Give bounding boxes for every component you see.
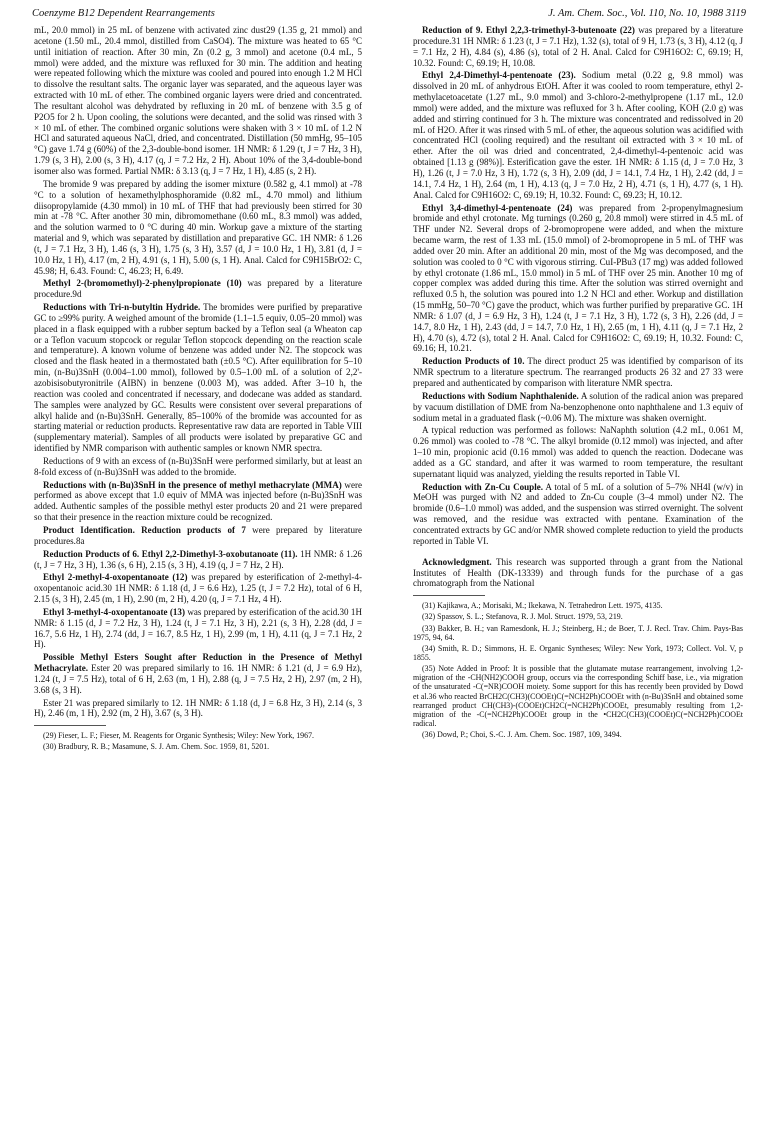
paragraph: The bromide 9 was prepared by adding the isomer mixture (0.582 g, 4.1 mmol) at -78 °C to a solution of hexamethylphosphoramide (0.82 mL, 4.70 mmol) and lithium diisopropylamide (4.30 mmol) in 10 mL of THF that had previously been stirred for 30 min at -78 °C. After another 30 min, dibromomethane (0.60 mL, 8.3 mmol) was added, and the solution warmed to 0 °C during 40 min. Workup gave a mixture of the starting material and 9, which was separated by distillation and preparative GC. 1H NMR: δ 1.26 (t, J = 7.1 Hz, 3 H), 1.46 (s, 3 H), 1.75 (s, 3 H), 3.57 (d, J = 10.0 Hz, 1 H), 3.81 (d, J = 10.0 Hz, 1 H), 4.17 (m, 2 H), 4.91 (s, 1 H), 5.00 (s, 1 H). Anal. Calcd for C9H15BrO2: C, 45.98; H, 6.43. Found: C, 46.23; H, 6.49. <box>34 178 362 276</box>
footnote: (35) Note Added in Proof: It is possible that the glutamate mutase rearrangement, involving 1,2-migration of the -CH(NH2)COOH group, occurs via the corresponding Schiff base, i.e., via migration of the unsaturated -C(=NR)COOH moiety. Some support for this has recently been provided by Dowd et al.36 who reacted BrCH2C(CH3)(COOEt)C(=NCH2Ph)COOEt with (n-Bu)3SnH and obtained some rearranged product CH(CH3)-(COOEt)CH2C(=NCH2Ph)COOEt, presumably resulting from 1,2-migration of the -C(=NCH2Ph)COOEt group in the •CH2C(CH3)(COOEt)C(=NCH2Ph)COOEt radical. <box>413 664 743 729</box>
paragraph: Reduction of 9. Ethyl 2,2,3-trimethyl-3-butenoate (22) was prepared by a literature procedure.31 1H NMR: δ 1.23 (t, J = 7.1 Hz), 1.32 (s), total of 9 H, 1.73 (s, 3 H), 4.12 (q, J = 7.1 Hz, 2 H), 4.84 (s), 4.86 (s), total of 2 H. Anal. Calcd for C9H16O2: C, 69.19; H, 10.32. Found: C, 69.19; H, 10.08. <box>413 25 743 68</box>
footnote: (33) Bakker, B. H.; van Ramesdonk, H. J.; Steinberg, H.; de Boer, T. J. Recl. Trav. Chim. Pays-Bas 1975, 94, 64. <box>413 623 743 642</box>
paragraph: Reduction Products of 6. Ethyl 2,2-Dimethyl-3-oxobutanoate (11). 1H NMR: δ 1.26 (t, J = 7 Hz, 3 H), 1.36 (s, 6 H), 2.15 (s, 3 H), 4.19 (q, J = 7 Hz, 2 H). <box>34 548 362 570</box>
paragraph: Ethyl 3-methyl-4-oxopentanoate (13) was prepared by esterification of the acid.30 1H NMR: δ 1.15 (d, J = 7.2 Hz, 3 H), 1.24 (t, J = 7.1 Hz, 3 H), 2.21 (s, 3 H), 2.28 (dd, J = 16.7, 5.6 Hz, 1 H), 2.74 (dd, J = 16.7, 8.5 Hz, 1 H), 2.99 (m, 1 H), 4.11 (q, J = 7.1 Hz, 2 H). <box>34 606 362 650</box>
header-right: J. Am. Chem. Soc., Vol. 110, No. 10, 1988 3119 <box>548 8 746 19</box>
footnote: (30) Bradbury, R. B.; Masamune, S. J. Am. Chem. Soc. 1959, 81, 5201. <box>43 742 270 752</box>
paragraph: A typical reduction was performed as follows: NaNaphth solution (4.2 mL, 0.061 M, 0.26 mmol) was cooled to -78 °C. The alkyl bromide (0.12 mmol) was injected, and after 1–10 min, propionic acid (0.16 mmol) was added to quench the reaction. Dodecane was added as a GC standard, and after it was warmed to room temperature, the resultant supernatant liquid was analyzed, yielding the results reported in Table VI. <box>413 425 743 479</box>
paragraph: Ethyl 2-methyl-4-oxopentanoate (12) was prepared by esterification of 2-methyl-4-oxopentanoic acid.30 1H NMR: δ 1.18 (d, J = 6.6 Hz), 1.25 (t, J = 7.2 Hz), total of 6 H, 2.15 (s, 3 H), 2.45 (m, 1 H), 2.90 (m, 2 H), 4.20 (q, J = 7.1 Hz, 4 H). <box>34 572 362 605</box>
footnote: (29) Fieser, L. F.; Fieser, M. Reagents for Organic Synthesis; Wiley: New York, 1967. <box>43 731 314 741</box>
paragraph: Ethyl 3,4-dimethyl-4-pentenoate (24) was prepared from 2-propenylmagnesium bromide and ethyl crotonate. Mg turnings (0.260 g, 20.8 mmol) were stirred in 4.5 mL of THF under N2. Several drops of 2-bromopropene were added, and when the mixture became warm, the rest of 1.33 mL (15.0 mmol) of 2-bromopropene in 5 mL of THF was added over 20 min. After an additional 20 min, most of the Mg was decomposed, and the solution was cooled to 0 °C with vigorous stirring. CuI-PBu3 (17 mg) was added followed by ethyl crotonate (1.86 mL, 15.0 mmol) in 5 mL of THF over 25 min. Another 10 mg of copper complex was added during this time. After the solution was stirred overnight and refluxed 0.5 h, the solution was poured into 1.2 N HCl and ether. Workup and distillation (15 mmHg, 50–70 °C) gave the product, which was further purified by preparative GC. 1H NMR: δ 1.07 (d, J = 6.9 Hz, 3 H), 1.24 (t, J = 7.1 Hz, 3 H), 1.72 (s, 3 H), 2.26 (dd, J = 14.7, 8.0 Hz, 1 H), 2.43 (dd, J = 14.7, 7.0 Hz, 1 H), 2.65 (m, 1 H), 4.11 (q, J = 7.1 Hz, 2 H), 4.70 (s), 4.72 (s), total 2 H. Anal. Calcd for C9H16O2: C, 69.19; H, 10.32. Found: C, 69.16; H, 10.21. <box>413 202 743 354</box>
paragraph: Possible Methyl Esters Sought after Reduction in the Presence of Methyl Methacrylate. Ester 20 was prepared similarly to 16. 1H NMR: δ 1.21 (d, J = 6.9 Hz), 1.24 (t, J = 7.5 Hz), total of 6 H, 2.63 (m, 1 H), 2.88 (q, J = 7.5 Hz, 2 H), 2.97 (m, 2 H), 3.68 (s, 3 H). <box>34 652 362 695</box>
paragraph: Reductions of 9 with an excess of (n-Bu)3SnH were performed similarly, but at least an 8-fold excess of (n-Bu)3SnH was added to the bromide. <box>34 455 362 477</box>
paragraph: Reductions with Sodium Naphthalenide. A solution of the radical anion was prepared by vacuum distillation of DME from Na-benzophenone onto naphthalene and 1.3 equiv of sodium metal in a graduated flask (~0.06 M). The mixture was shaken overnight. <box>413 390 744 423</box>
footnote: (31) Kajikawa, A.; Morisaki, M.; Ikekawa, N. Tetrahedron Lett. 1975, 4135. <box>422 601 663 611</box>
footnote-divider <box>413 595 485 596</box>
paragraph: Reduction with Zn-Cu Couple. A total of 5 mL of a solution of 5–7% NH4I (w/v) in MeOH was purged with N2 and added to Zn-Cu couple (3–4 mmol) under N2. The bromide (0.6–1.0 mmol) was added, and the suspension was stirred overnight. The solvent was removed, and the residue was extracted with pentane. Examination of the concentrated extracts by GC and/or NMR showed complete reduction to yield the products reported in Table VI. <box>413 481 744 546</box>
paragraph: Reductions with Tri-n-butyltin Hydride. The bromides were purified by preparative GC to ≥99% purity. A weighed amount of the bromide (1.1–1.5 equiv, 0.05–20 mmol) was placed in a flask equipped with a rubber septum backed by a Teflon seal (a Wheaton cap or a Teflon vacuum stopcock or regular Teflon stopcock depending on the reaction scale and temperature). A known volume of benzene was added under N2. The stopcock was closed and the flask heated in a thermostated bath (±0.5 °C). After equilibration for 5–10 min, (n-Bu)3SnH (0.004–1.00 mmol), followed by 0.5–1.00 mL of a solution of 2,2'-azobisisobutyronitrile (AIBN) in benzene (0.003 M), was added. After 3–10 h, the reaction was cooled and concentrated if necessary, and dodecane was added as standard. The samples were analyzed by GC. Results were consistent over several preparations of alkyl halide and (n-Bu)3SnH. Generally, 85–100% of the bromide was accounted for as starting material or reduction products. Representative raw data are reported in Table VIII (supplementary material). Samples of all products were isolated by preparative GC and identified by NMR comparison with authentic samples or known NMR spectra. <box>34 302 362 454</box>
acknowledgment: Acknowledgment. This research was supported through a grant from the National Institutes of Health (DK-13339) and through funds for the purchase of a gas chromatograph from the National <box>413 556 743 589</box>
paragraph: mL, 20.0 mmol) in 25 mL of benzene with activated zinc dust29 (1.35 g, 21 mmol) and acetone (1.50 mL, 20.4 mmol, distilled from CaSO4). The mixture was heated to 65 °C until initiation of reaction. After 30 min, Zn (0.2 g, 3 mmol) and acetone (0.4 mL, 5 mmol) were added, and the mixture was refluxed for 30 min. The addition and heating were repeated following which the mixture was cooled and poured into enough 1.2 M HCl to dissolve the resultant salts. The organic layer was separated, and the aqueous layer was extracted with 10 mL of ether. The combined organic layers were dried and concentrated. The resultant alcohol was dehydrated by refluxing in 20 mL of benzene with 3.5 g of P2O5 for 2 h. Upon cooling, the solutions were decanted, and the solid was rinsed with 3 × 10 mL of ether. The combined organic solutions were shaken with 3 × 10 mL of 1.2 N HCl and saturated aqueous NaCl, dried, and concentrated. Distillation (50 mmHg, 95–105 °C) gave 1.74 g (60%) of the 2,3-double-bond isomer. 1H NMR: δ 1.29 (t, J = 7 Hz, 3 H), 1.79 (s, 3 H), 2.00 (s, 3 H), 4.17 (q, J = 7.2 Hz, 2 H). About 10% of the 3,4-double-bond isomer also was formed. Partial NMR: δ 3.13 (q, J = 7 Hz, 1 H), 4.85 (s, 2 H). <box>34 25 362 176</box>
paragraph: Product Identification. Reduction products of 7 were prepared by literature procedures.8a <box>34 524 363 546</box>
paragraph: Reduction Products of 10. The direct product 25 was identified by comparison of its NMR spectrum to a literature spectrum. The rearranged products 26 32 and 27 33 were prepared and authenticated by comparison with literature NMR spectra. <box>413 356 743 388</box>
footnote: (34) Smith, R. D.; Simmons, H. E. Organic Syntheses; Wiley: New York, 1973; Collect. Vol. V, p 1855. <box>413 643 743 662</box>
footnote: (36) Dowd, P.; Choi, S.-C. J. Am. Chem. Soc. 1987, 109, 3494. <box>422 730 622 740</box>
left-column <box>34 25 362 754</box>
footnote: (32) Spassov, S. L.; Stefanova, R. J. Mol. Struct. 1979, 53, 219. <box>422 612 623 622</box>
header-left: Coenzyme B12 Dependent Rearrangements <box>32 8 215 19</box>
right-column <box>413 25 743 741</box>
paragraph: Reductions with (n-Bu)3SnH in the presence of methyl methacrylate (MMA) were performed as above except that 1.0 equiv of MMA was injected before (n-Bu)3SnH was added. Authentic samples of the possible methyl ester products 20 and 21 were prepared so that their presence in the reaction mixture could be recognized. <box>34 479 362 523</box>
paragraph: Methyl 2-(bromomethyl)-2-phenylpropionate (10) was prepared by a literature procedure.9d <box>34 278 362 300</box>
paragraph: Ethyl 2,4-Dimethyl-4-pentenoate (23). Sodium metal (0.22 g, 9.8 mmol) was dissolved in 20 mL of anhydrous EtOH. After it was cooled to room temperature, ethyl 2-methylacetoacetate (1.27 mL, 9.0 mmol) and 3-chloro-2-methylpropene (1.17 mL, 12.0 mmol) were added, and the mixture was refluxed for 3 h. After cooling, KOH (2.0 g) was added and stirring continued for 3 h. The mixture was concentrated and redissolved in 20 mL of H2O. After it was rinsed with 5 mL of ether, the aqueous solution was acidified with concentrated HCl (cooling required) and the resultant oil extracted with 3 × 10 mL of ether. After the oil was dried and concentrated, 2,4-dimethyl-4-pentenoic acid was obtained [1.13 g (98%)]. Esterification gave the ester. 1H NMR: δ 1.15 (d, J = 7.0 Hz, 3 H), 1.26 (t, J = 7.0 Hz, 3 H), 1.72 (s, 3 H), 2.09 (dd, J = 14.1, 7.4 Hz, 1 H), 2.42 (dd, J = 14.1, 7.4 Hz, 1 H), 2.64 (m, 1 H), 4.13 (q, J = 7.0 Hz, 2 H), 4.71 (s, 1 H), 4.77 (s, 1 H). Anal. Calcd for C9H16O2: C, 69.19; H, 10.32. Found: C, 69.23; H, 10.12. <box>413 70 743 200</box>
running-header <box>32 5 746 23</box>
paragraph: Ester 21 was prepared similarly to 12. 1H NMR: δ 1.18 (d, J = 6.8 Hz, 3 H), 2.14 (s, 3 H), 2.46 (m, 1 H), 2.92 (m, 2 H), 3.67 (s, 3 H). <box>34 697 362 719</box>
footnote-divider <box>34 725 106 726</box>
